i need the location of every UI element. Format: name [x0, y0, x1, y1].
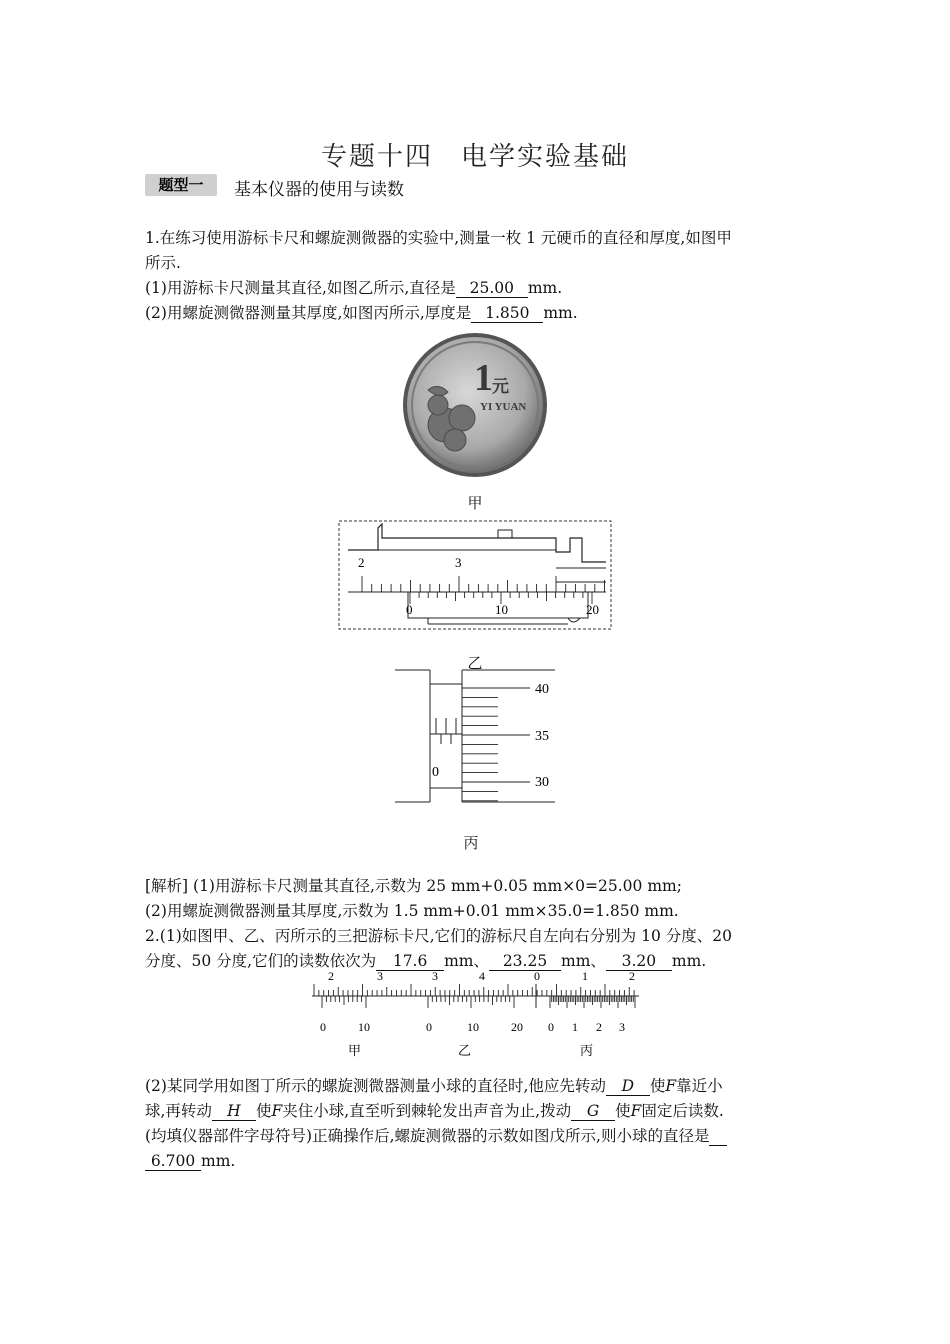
q2-part2-text9: (均填仪器部件字母符号)正确操作后,螺旋测微器的示数如图戊所示,则小球的直径是	[145, 1127, 710, 1145]
q2-part2-answer-lead	[709, 1127, 727, 1146]
caliper-vernier-label-10: 10	[495, 602, 508, 617]
q2-sep-2: mm、	[561, 952, 606, 970]
q1-part2-answer: 1.850	[471, 304, 543, 323]
ruler-bing-vernier-1: 1	[572, 1020, 578, 1034]
ruler-yi-main-3: 3	[432, 969, 438, 983]
q1-part2-text: (2)用螺旋测微器测量其厚度,如图丙所示,厚度是	[145, 304, 472, 322]
ruler-bing-vernier-3: 3	[619, 1020, 625, 1034]
ruler-bing-main-1: 1	[582, 969, 588, 983]
page-title: 专题十四 电学实验基础	[320, 142, 629, 172]
q2-part2-line4	[145, 1149, 235, 1173]
rulers-main-ticks	[314, 984, 634, 996]
q2-part2-text5: 使	[255, 1102, 272, 1120]
q1-part1-unit: mm.	[527, 279, 563, 297]
micrometer-sleeve-ticks	[436, 718, 456, 744]
q2-part2-answer-h: H	[212, 1102, 256, 1121]
ruler-jia-vernier-0: 0	[320, 1020, 326, 1034]
q1-part1	[145, 276, 562, 300]
ruler-yi-vernier-10: 10	[467, 1020, 479, 1034]
q2-part2-f-1: F	[665, 1077, 677, 1095]
micrometer-sleeve-label: 0	[432, 765, 439, 780]
q2-part2-text4: 球,再转动	[145, 1102, 212, 1120]
three-rulers-diagram	[308, 968, 643, 1060]
q2-part2-text3: 靠近小	[676, 1077, 723, 1095]
ruler-bing-main-0: 0	[534, 969, 540, 983]
caliper-diagram	[338, 520, 612, 630]
q1-stem-line2: 所示.	[145, 254, 181, 272]
q2-answer-1: 17.6	[376, 952, 444, 971]
q2-part2-line3	[145, 1124, 727, 1148]
q2-part2-line1	[145, 1074, 723, 1098]
micrometer-label-40: 40	[535, 682, 549, 697]
ruler-jia-main-3: 3	[377, 969, 383, 983]
ruler-bing-caption: 丙	[580, 1043, 594, 1058]
coin-numeral: 1	[474, 357, 493, 399]
coin-char: 元	[492, 377, 509, 396]
caliper-main-label-2: 2	[358, 555, 365, 570]
q1-stem-line1: 1.在练习使用游标卡尺和螺旋测微器的实验中,测量一枚 1 元硬币的直径和厚度,如图甲	[145, 229, 732, 247]
ruler-jia-caption: 甲	[348, 1043, 362, 1058]
analysis-line2: (2)用螺旋测微器测量其厚度,示数为 1.5 mm+0.01 mm×35.0=1.850 mm.	[145, 902, 679, 920]
micrometer-thimble-ticks	[462, 688, 530, 801]
q2-part2-answer-g: G	[571, 1102, 615, 1121]
q1-part1-answer: 25.00	[456, 279, 528, 298]
section-heading: 基本仪器的使用与读数	[234, 180, 404, 200]
q2-unit: mm.	[671, 952, 707, 970]
caliper-main-label-3: 3	[455, 555, 462, 570]
q2-part2-f-2: F	[271, 1102, 283, 1120]
micrometer-label-30: 30	[535, 775, 549, 790]
q2-part2-f-3: F	[630, 1102, 642, 1120]
ruler-jia-main-2: 2	[328, 969, 334, 983]
q1-part1-text: (1)用游标卡尺测量其直径,如图乙所示,直径是	[145, 279, 456, 297]
ruler-bing-main-2: 2	[629, 969, 635, 983]
ruler-jia-vernier-10: 10	[358, 1020, 370, 1034]
coin-image	[400, 330, 550, 480]
rulers-vernier-ticks	[322, 996, 635, 1008]
q2-answer-2: 23.25	[489, 952, 561, 971]
micrometer-label-35: 35	[535, 729, 549, 744]
q2-part2-text6: 夹住小球,直至听到棘轮发出声音为止,拨动	[282, 1102, 572, 1120]
caliper-vernier-label-0: 0	[406, 602, 413, 617]
q1-part2-unit: mm.	[543, 304, 578, 322]
coin-pinyin: YI YUAN	[480, 401, 527, 413]
q2-part2-line2	[145, 1099, 724, 1123]
q2-part2-text2: 使	[649, 1077, 666, 1095]
q2-sep-1: mm、	[444, 952, 489, 970]
ruler-yi-vernier-20: 20	[511, 1020, 523, 1034]
analysis-line1: [解析] (1)用游标卡尺测量其直径,示数为 25 mm+0.05 mm×0=25.00 mm;	[145, 877, 682, 895]
q2-answer-3: 3.20	[606, 952, 672, 971]
ruler-bing-vernier-2: 2	[596, 1020, 602, 1034]
ruler-yi-vernier-0: 0	[426, 1020, 432, 1034]
ruler-yi-caption: 乙	[458, 1043, 472, 1058]
q2-part2-answer-d: D	[606, 1077, 650, 1096]
q2-part2-text7: 使	[615, 1102, 631, 1120]
caliper-vernier-label-20: 20	[586, 602, 599, 617]
q2-part2-text1: (2)某同学用如图丁所示的螺旋测微器测量小球的直径时,他应先转动	[145, 1077, 606, 1095]
ruler-yi-main-4: 4	[479, 969, 485, 983]
caliper-main-ticks	[362, 576, 605, 592]
q2-line1: 2.(1)如图甲、乙、丙所示的三把游标卡尺,它们的游标尺自左向右分别为 10 分度、20	[145, 927, 732, 945]
q2-line2-text: 分度、50 分度,它们的读数依次为	[145, 952, 377, 970]
q2-part2-answer-diameter: 6.700	[145, 1152, 201, 1171]
q2-part2-text8: 固定后读数.	[641, 1102, 724, 1120]
q1-part2	[145, 301, 578, 325]
ruler-bing-vernier-0: 0	[548, 1020, 554, 1034]
caption-yi: 乙	[467, 654, 483, 672]
section-badge: 题型一	[145, 174, 217, 196]
caption-bing: 丙	[463, 834, 479, 852]
micrometer-diagram	[390, 668, 570, 804]
caption-jia: 甲	[467, 494, 483, 512]
q2-part2-unit: mm.	[201, 1152, 236, 1170]
